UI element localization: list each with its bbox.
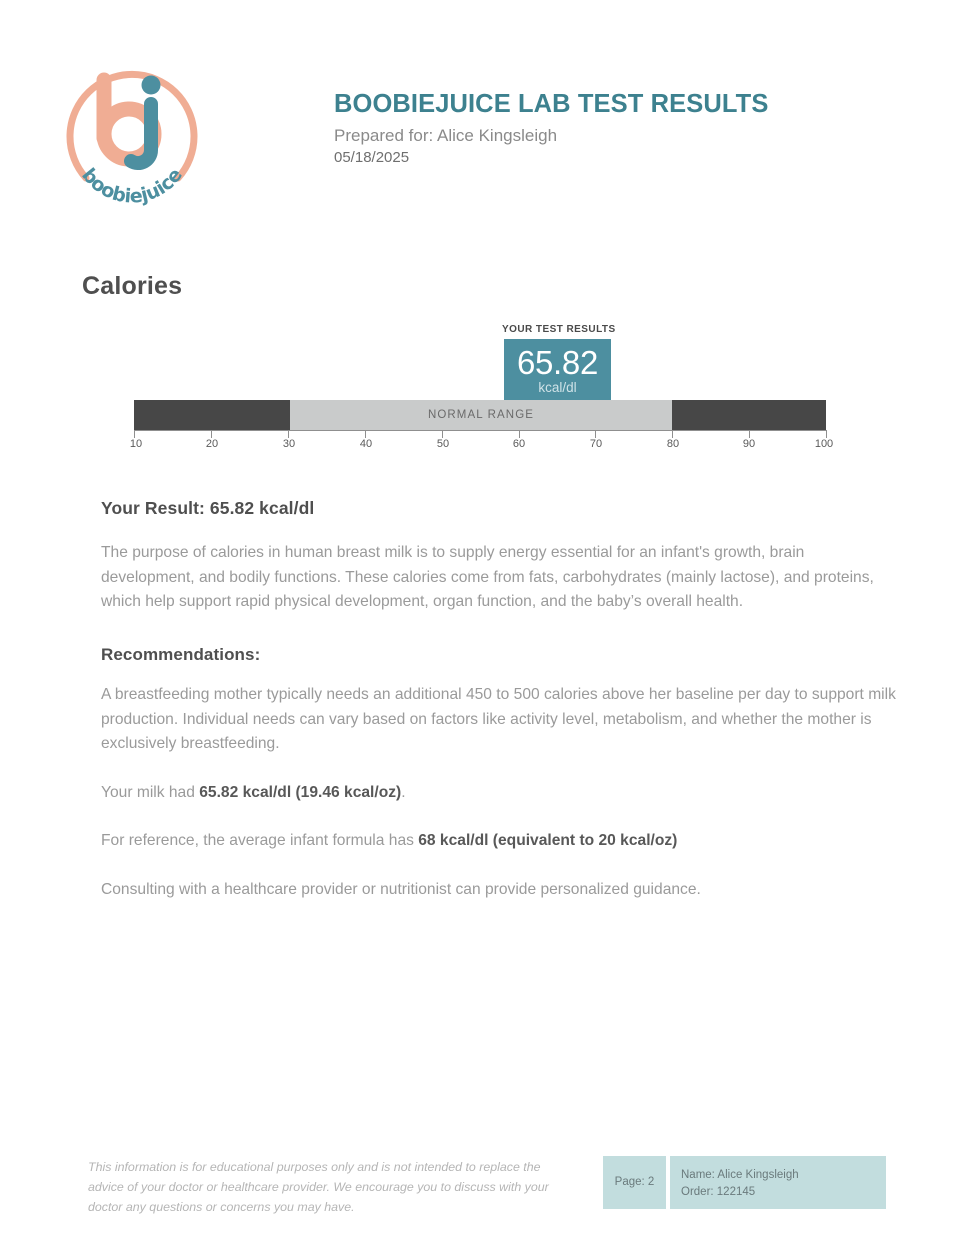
footer-patient-info [670,1156,886,1209]
milk-line-suffix: . [401,783,406,801]
axis-tick-label: 70 [589,438,603,450]
section-title: Calories [82,272,183,300]
milk-result-line [101,781,899,806]
report-date: 05/18/2025 [334,148,410,166]
range-segment-below [134,400,290,430]
axis-tick [595,430,596,438]
boobiejuice-logo [52,38,212,213]
footer-order-number: Order: 122145 [681,1186,756,1198]
formula-reference-line [101,829,899,854]
result-value: 65.82 [516,344,599,381]
milk-line-prefix: Your milk had [101,783,200,801]
axis-tick [134,430,135,438]
range-segment-normal [290,400,672,430]
footer-disclaimer: This information is for educational purposes only and is not intended to replace the advice of your doctor or healthcare provider. We encourage you to discuss with your doctor any questions or concerns you may have. [88,1160,549,1215]
axis-tick [519,430,520,438]
normal-range-label: NORMAL RANGE [427,409,535,421]
result-unit: kcal/dl [538,379,577,395]
axis-tick-label: 20 [205,438,219,450]
footer-info-table [603,1156,886,1209]
axis-tick [365,430,366,438]
axis-tick-label: 90 [742,438,756,450]
axis-tick [672,430,673,438]
axis-tick [749,430,750,438]
axis-tick-label: 100 [814,438,834,450]
purpose-paragraph: The purpose of calories in human breast milk is to supply energy essential for an infant's growth, brain development, and bodily functions. These calories come from fats, carbohydrates (mainly lactose), and proteins, which help support rapid physical development, organ function, and the baby’s overall health. [101,544,874,611]
range-bar [134,400,826,430]
axis-tick-label: 80 [666,438,680,450]
axis-baseline [134,430,827,431]
result-callout [502,324,616,405]
prepared-for-text: Prepared for: Alice Kingsleigh [334,126,558,146]
formula-line-value: 68 kcal/dl (equivalent to 20 kcal/oz) [418,832,678,850]
svg-text:boobiejuice [77,164,187,207]
recommendations-paragraph: A breastfeeding mother typically needs an additional 450 to 500 calories above her baseline per day to support milk production. Individual needs can vary based on factors like activity level, metabolism, and whether the mother is exclusively breastfeeding. [101,685,896,753]
axis-tick-label: 30 [282,438,296,450]
result-callout-label: YOUR TEST RESULTS [502,324,616,335]
report-content [101,498,899,927]
recommendations-heading: Recommendations: [101,644,261,664]
report-footer [0,1148,968,1228]
consult-line: Consulting with a healthcare provider or nutritionist can provide personalized guidance. [101,881,701,898]
result-gauge [0,300,968,460]
footer-page-number: Page: 2 [603,1156,666,1209]
milk-line-value: 65.82 kcal/dl (19.46 kcal/oz) [199,783,402,801]
formula-line-prefix: For reference, the average infant formula has [101,832,419,850]
axis-tick [826,430,827,438]
axis-tick [288,430,289,438]
axis-tick [211,430,212,438]
result-callout-box [504,339,611,405]
axis-tick [442,430,443,438]
result-heading: Your Result: 65.82 kcal/dl [101,498,315,518]
logo-wordmark: boobiejuice [77,164,187,208]
axis-tick-label: 10 [129,438,143,450]
axis-tick-label: 50 [436,438,450,450]
axis-tick-label: 40 [359,438,373,450]
axis-tick-label: 60 [512,438,526,450]
page-title: BOOBIEJUICE LAB TEST RESULTS [334,90,769,118]
title-block [334,90,768,167]
footer-patient-name: Name: Alice Kingsleigh [681,1169,799,1181]
report-header [0,0,968,240]
range-segment-above [672,400,826,430]
